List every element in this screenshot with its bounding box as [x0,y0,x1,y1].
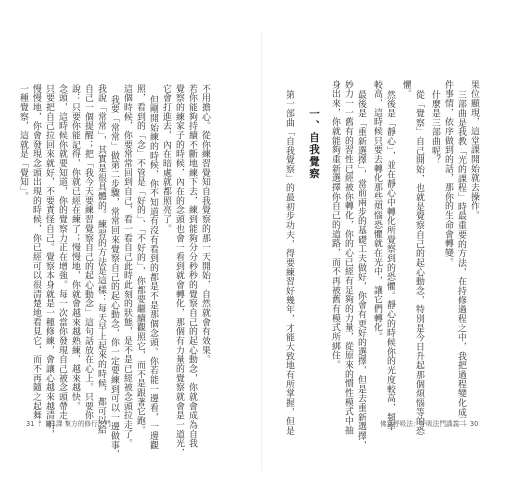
text-line: 自己一個提醒；把「我今天要練習覺察自己的起心動念」這句話放在心上。只要你 [82,84,93,421]
section-heading: 一、自我覺察 [308,108,320,180]
page-footer-left: 31 ｜ 第1課 東方的修行法門 [26,420,111,428]
text-line: 然後是「靜心」，並在靜心中轉化所覺察到的恐懼。靜心的時候你的光度較高，頻率 [384,90,395,432]
right-page [262,0,520,500]
text-line: 慢慢地，你會發現念頭出現的時候，你已經可以很清楚地看見它，而不再隨之起舞。 [30,84,41,430]
text-line: 一種覺察，這就是「覺知」。 [17,84,28,201]
text-line: 較高，這時候只要去轉化那些煩惱恐懼就在光中，讓它們轉化。 [371,80,382,342]
text-line: 妙力一一舊有的習性已經被你轉化，你的心已經有足夠的力量，從原來的慣性模式中抽 [342,80,353,435]
text-line: 果位顯現，這堂課開始就去操作。 [468,80,479,221]
text-line: 件事情，依序做到的話，那你的生命會轉變。 [442,80,453,267]
text-line: 這個時候，你要常常回到自己，看一看自己此時此刻的狀態，是不是已經被念頭拉走了。 [121,84,132,449]
text-line: 若你能夠持續不斷地練下去，練到能夠分分秒秒的覺察自己的起心動念，你就會成為自我 [186,84,197,449]
text-line: 它會打進去，內在暗處就都照亮了。 [160,84,171,234]
text-line: 我要「常常」做第二步驟，常常回來覺察自己的起心動念，你一定要練到可以一邊做事， [108,95,119,460]
text-line: 只要把自己拉回來就好，不要責怪自己。覺察本身就是一種修練，會讓心越來越清明， [43,84,54,439]
text-line: 但剛開始練的時候，你不知道有沒有看到的都是不是那個念頭。你若能一邊看，一邊觀 [147,95,158,450]
text-line: 不用擔心。從你練習覺知自我覺察的那一天開始，自然就會有效果。 [199,84,210,365]
text-line: 第一部曲「自我覺察」的最初步功夫，得要練習好幾年，才能大致地有所掌握，但是 [283,90,294,436]
text-line: 說：只要你能記得，你就已經在練了；慢慢地，你就會越來越熟練，越來越快。 [69,84,80,411]
text-line: 覺察的練家子的時候，內在的念頭也會一看到就會轉化，那個有力量的覺察就會是一道光， [173,84,184,458]
text-line: 念頭，這時候你就要知道，你的覺察力正在增強。每一次當你發現自己被念頭帶走， [56,84,67,430]
text-line: 什麼是三部曲呢？ [429,90,440,165]
text-line: 身出來，你就能夠重新選擇你自己的道路，而不再被舊有模式所綁住。 [329,80,340,370]
text-line: 懼。 [400,80,411,99]
text-line: 我說「常常」，其實是很具體的。練習的方法是這樣：每天早上起來的時候，都可以給 [95,84,106,435]
text-line: 照，看到的「念」不管是「好的」、「不好的」，你都要繼續觀照它，而不是跟著它跑。 [134,84,145,435]
text-line: 最後是「重新選擇」，當前兩步的基礎工夫做好，你會有更好的選擇，但是去重新選擇， [355,90,366,450]
page-footer-right: 佛系呼吸法：呼吸法門講義 ｜ 30 [380,420,479,428]
text-line: 從「覺察」自己開始，也就是覺察自己的起心動念，特別是今日升起那個煩惱等的恐 [413,90,424,436]
text-line: 三部曲是我教「光的課程」時最重要的方法，在持修過程之中，我把過程變化成三 [455,90,466,427]
